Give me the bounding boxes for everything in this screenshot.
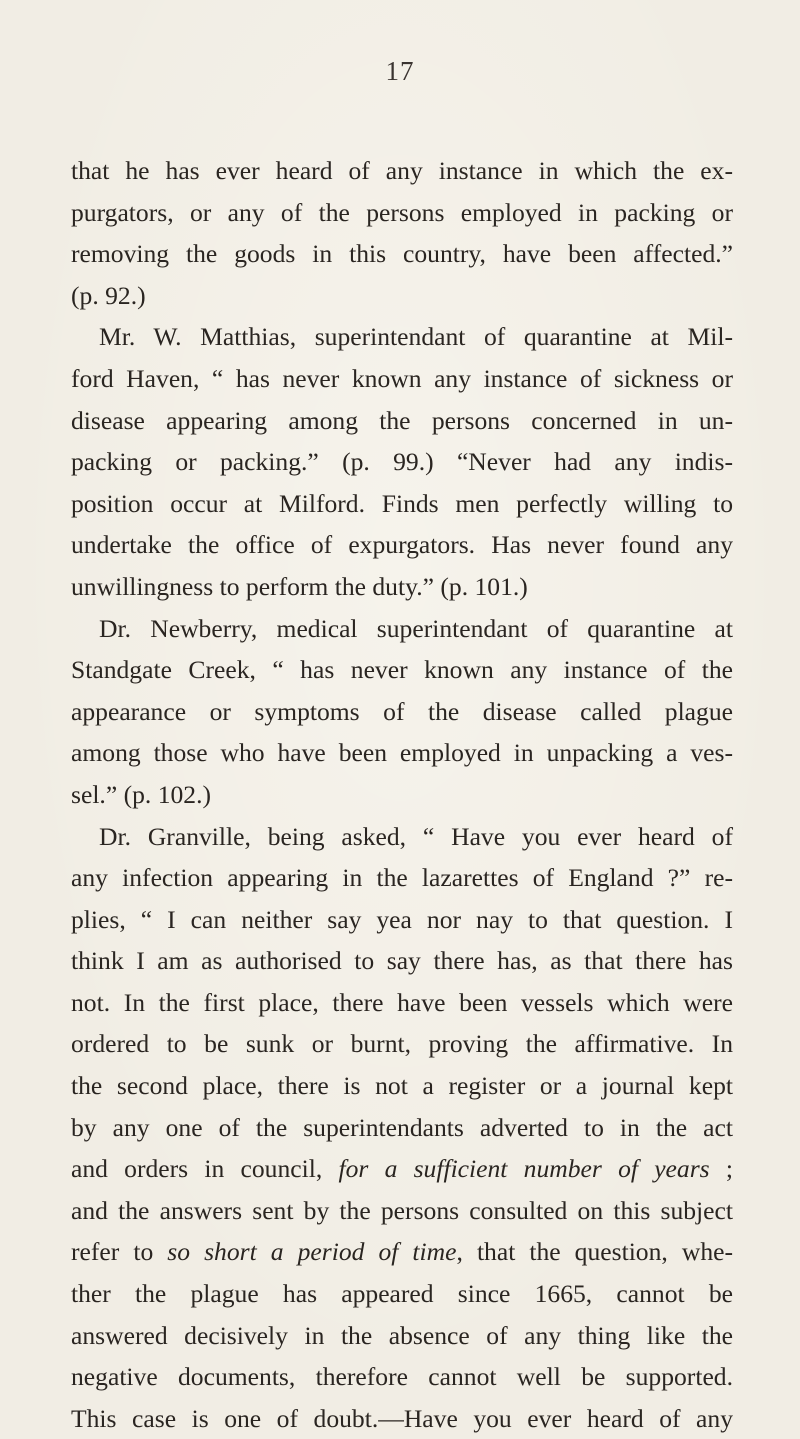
text-line: Standgate Creek, “ has never known any instance of the	[71, 655, 733, 685]
text-line: appearance or symptoms of the disease called plague	[71, 696, 733, 726]
text-line: answered decisively in the absence of any thing like the	[71, 1320, 733, 1350]
text-run: and orders in council,	[71, 1154, 339, 1184]
text-line	[71, 1231, 733, 1273]
text-line: purgators, or any of the persons employed in packing or	[71, 197, 733, 227]
text-line	[71, 1148, 733, 1190]
text-line: sel.” (p. 102.)	[71, 779, 212, 809]
text-line: removing the goods in this country, have been affected.”	[71, 239, 733, 269]
text-run: , that the question, whe-	[456, 1237, 734, 1267]
text-line: ford Haven, “ has never known any instance of sickness or	[71, 363, 733, 393]
text-line: This case is one of doubt.—Have you ever heard of any	[71, 1403, 733, 1433]
italic-phrase: for a sufficient number of years	[338, 1154, 710, 1184]
text-line: that he has ever heard of any instance in which the ex-	[71, 156, 733, 185]
italic-phrase: so short a period of time	[167, 1237, 457, 1267]
text-line: undertake the office of expurgators. Has never found any	[71, 530, 733, 560]
text-line: position occur at Milford. Finds men perfectly willing to	[71, 488, 733, 518]
text-line: negative documents, therefore cannot well be supported.	[71, 1362, 733, 1392]
text-line: ordered to be sunk or burnt, proving the affirmative. In	[71, 1029, 733, 1059]
text-line: (p. 92.)	[71, 280, 146, 310]
text-line: packing or packing.” (p. 99.) “Never had any indis-	[71, 447, 733, 477]
text-line: think I am as authorised to say there has, as that there has	[71, 946, 733, 976]
text-line: unwillingness to perform the duty.” (p. 101.)	[71, 571, 528, 601]
text-line: by any one of the superintendants adverted to in the act	[71, 1112, 733, 1142]
text-line: plies, “ I can neither say yea nor nay to that question. I	[71, 904, 733, 934]
text-line: ther the plague has appeared since 1665, cannot be	[71, 1279, 733, 1309]
text-line: among those who have been employed in unpacking a ves-	[71, 738, 733, 768]
text-line: not. In the first place, there have been vessels which were	[71, 987, 733, 1017]
text-line: Dr. Granville, being asked, “ Have you ever heard of	[99, 821, 733, 851]
body-text	[71, 150, 733, 1439]
text-run: refer to	[71, 1237, 168, 1267]
text-line: Dr. Newberry, medical superintendant of quarantine at	[99, 613, 733, 643]
text-run: ;	[709, 1154, 733, 1184]
page-number: 17	[385, 56, 415, 86]
text-line: any infection appearing in the lazarettes of England ?” re-	[71, 863, 733, 893]
text-line: and the answers sent by the persons consulted on this subject	[71, 1195, 733, 1225]
text-line: disease appearing among the persons concerned in un-	[71, 405, 733, 435]
text-line: the second place, there is not a register or a journal kept	[71, 1071, 733, 1101]
text-line: Mr. W. Matthias, superintendant of quarantine at Mil-	[99, 322, 733, 352]
